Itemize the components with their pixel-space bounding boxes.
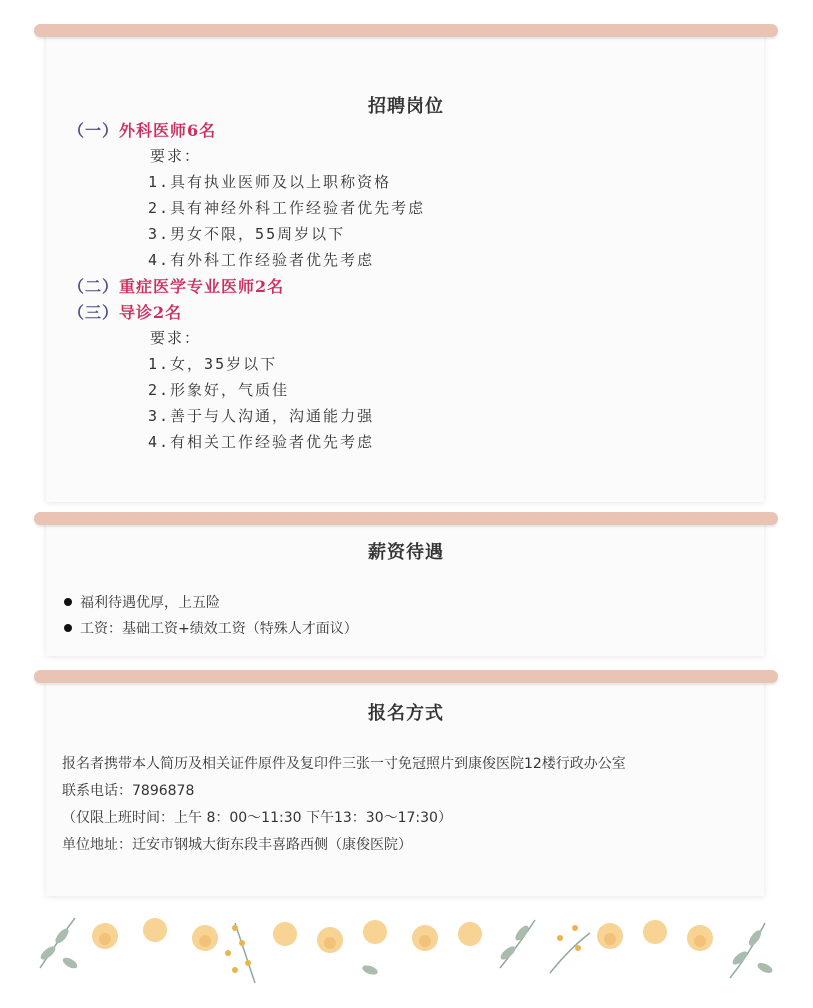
section-title: 报名方式 bbox=[368, 703, 444, 724]
section-title: 薪资待遇 bbox=[368, 542, 444, 563]
requirement-item: 2.具有神经外科工作经验者优先考虑 bbox=[148, 199, 426, 217]
flower-garland-icon bbox=[30, 908, 780, 990]
bullet-icon bbox=[64, 624, 72, 632]
requirement-item: 4.有外科工作经验者优先考虑 bbox=[148, 251, 375, 269]
requirement-label: 要求： bbox=[150, 147, 202, 165]
benefit-item: 福利待遇优厚，上五险 bbox=[64, 592, 220, 612]
requirement-item: 3.善于与人沟通，沟通能力强 bbox=[148, 407, 375, 425]
requirement-item: 3.男女不限，55周岁以下 bbox=[148, 225, 346, 243]
floral-decoration bbox=[30, 908, 780, 990]
scallop-edge bbox=[46, 497, 764, 507]
contact-phone: 联系电话：7896878 bbox=[62, 783, 195, 799]
office-hours: （仅限上班时间：上午 8：00～11:30 下午13：30～17:30） bbox=[62, 810, 452, 826]
section-title: 招聘岗位 bbox=[368, 96, 444, 117]
requirement-item: 2.形象好，气质佳 bbox=[148, 381, 290, 399]
requirement-item: 1.具有执业医师及以上职称资格 bbox=[148, 173, 392, 191]
job-heading-2: （二）重症医学专业医师2名 bbox=[68, 277, 285, 296]
address: 单位地址：迁安市钢城大街东段丰喜路西侧（康俊医院） bbox=[62, 837, 412, 853]
bullet-icon bbox=[64, 598, 72, 606]
benefit-item: 工资：基础工资+绩效工资（特殊人才面议） bbox=[64, 618, 358, 638]
scallop-edge bbox=[46, 891, 764, 901]
requirement-item: 1.女，35岁以下 bbox=[148, 355, 278, 373]
scroll-rod bbox=[34, 512, 778, 525]
salary-card bbox=[34, 512, 778, 656]
apply-card bbox=[34, 670, 778, 896]
apply-instruction: 报名者携带本人简历及相关证件原件及复印件三张一寸免冠照片到康俊医院12楼行政办公室 bbox=[62, 756, 626, 772]
job-heading-1: （一）外科医师6名 bbox=[68, 121, 217, 140]
scallop-edge bbox=[46, 651, 764, 661]
positions-card bbox=[34, 24, 778, 502]
scroll-rod bbox=[34, 670, 778, 683]
requirement-label: 要求： bbox=[150, 329, 202, 347]
requirement-item: 4.有相关工作经验者优先考虑 bbox=[148, 433, 375, 451]
scroll-rod bbox=[34, 24, 778, 37]
job-heading-3: （三）导诊2名 bbox=[68, 303, 183, 322]
